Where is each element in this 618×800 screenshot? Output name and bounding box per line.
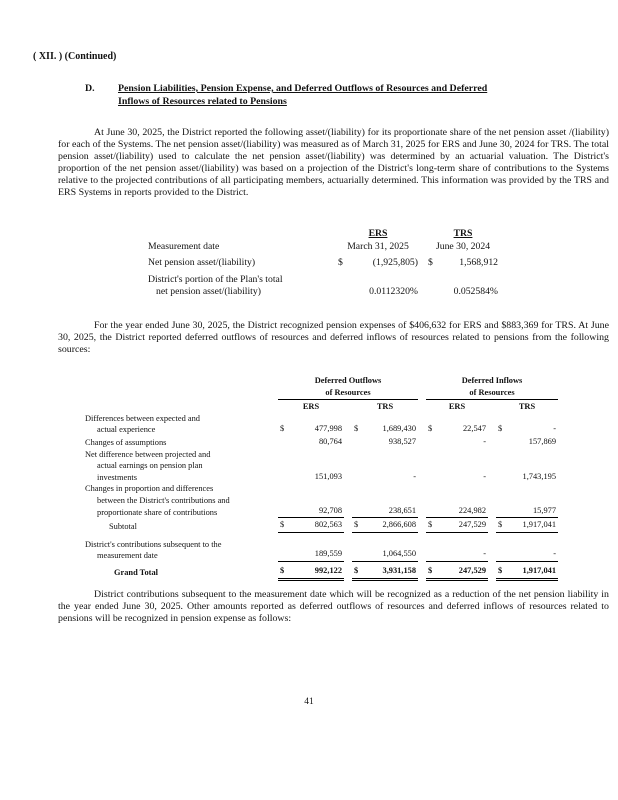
inflow-ers-cell: - <box>483 471 486 481</box>
row-label: Subtotal <box>109 522 137 532</box>
outflow-trs-header: TRS <box>376 402 394 412</box>
inflow-ers-cell: - <box>426 548 488 562</box>
table-row-net-difference-earnings <box>85 449 558 484</box>
row-label: Net pension asset/(liability) <box>148 257 256 268</box>
row-label: Net difference between projected and actual earnings on pension plan investments <box>85 449 211 482</box>
dollar-sign: $ <box>338 257 343 268</box>
inflow-trs-cell: - <box>496 548 558 562</box>
deferred-outflows-label: Deferred Outflows <box>314 376 382 385</box>
deferred-inflows-label: Deferred Inflows <box>461 376 523 385</box>
table-row-changes-proportion <box>85 483 558 518</box>
section-title-line2: Inflows of Resources related to Pensions <box>118 95 287 107</box>
table-row-district-portion <box>148 274 498 299</box>
deferred-table-group-header <box>85 375 558 400</box>
inflow-trs-cell: 157,869 <box>528 436 556 446</box>
of-resources-label: of Resources <box>469 387 515 397</box>
trs-portion-percent: 0.052584% <box>453 286 498 297</box>
row-label: Changes of assumptions <box>85 437 167 447</box>
outflow-trs-cell: $ 1,689,430 <box>354 424 416 434</box>
table-row-differences-experience <box>85 413 558 436</box>
measurement-table <box>148 228 498 299</box>
deferred-table <box>85 375 558 579</box>
row-label: District's contributions subsequent to the measurement date <box>85 539 222 561</box>
row-label <box>148 274 328 299</box>
ers-column-header: ERS <box>368 228 388 239</box>
row-label: Changes in proportion and differences between the District's contributions and proportionate share of contributions <box>85 484 230 517</box>
row-label-line2: net pension asset/(liability) <box>156 286 261 297</box>
outflow-ers-cell: 80,764 <box>318 436 342 446</box>
dollar-sign: $ <box>428 257 433 268</box>
inflow-trs-cell: $ - <box>498 424 556 434</box>
trs-measurement-date: June 30, 2024 <box>435 240 491 252</box>
continued-header: ( XII. ) (Continued) <box>33 51 117 62</box>
outflow-ers-cell: $ 477,998 <box>280 424 342 434</box>
outflow-trs-cell: - <box>413 471 416 481</box>
ers-measurement-date: March 31, 2025 <box>347 240 409 252</box>
outflow-trs-cell: 1,064,550 <box>352 548 418 562</box>
outflow-ers-cell: 92,708 <box>278 505 344 519</box>
row-label: Grand Total <box>114 567 158 577</box>
trs-net-pension-cell <box>428 257 498 270</box>
outflow-trs-cell: 238,651 <box>352 505 418 519</box>
deferred-inflows-group-header <box>426 375 558 400</box>
table-row-subtotal <box>85 519 558 533</box>
table-row-changes-assumptions <box>85 436 558 449</box>
page-number: 41 <box>304 697 314 707</box>
outflow-ers-cell: $ 992,122 <box>278 565 344 579</box>
trs-column-header: TRS <box>453 228 473 239</box>
section-title <box>118 83 588 108</box>
deferred-outflows-group-header <box>278 375 418 400</box>
inflow-ers-cell: $ 247,529 <box>426 565 488 579</box>
section-title-line1: Pension Liabilities, Pension Expense, and Deferred Outflows of Resources and Deferred <box>118 83 488 94</box>
section-heading <box>85 83 588 108</box>
outflow-trs-cell: 938,527 <box>388 436 416 446</box>
inflow-ers-header: ERS <box>448 402 466 412</box>
outflow-trs-cell: $ 3,931,158 <box>352 565 418 579</box>
row-label: Measurement date <box>148 240 220 252</box>
inflow-ers-cell: - <box>483 436 486 446</box>
measurement-table-header-row <box>148 228 498 241</box>
inflow-trs-cell: 15,977 <box>496 505 558 519</box>
outflow-ers-header: ERS <box>302 402 320 412</box>
table-row-grand-total <box>85 565 558 579</box>
inflow-trs-cell: 1,743,195 <box>522 471 556 481</box>
table-row-contributions-subsequent <box>85 539 558 562</box>
paragraph-proportionate-share: At June 30, 2025, the District reported the following asset/(liability) for its proportionate share of the net pension asset /(liability) for each of the Systems. The net pension asset/(liability) was measured as of March 31, 2025 for ERS and June 30, 2024 for TRS. The total pension asset/(liability) used to calculate the net pension asset/(liability) was determined by an actuarial valuation. The District's proportion of the net pension asset/(liability) was based on a projection of the District's long-term share of contributions to the Systems relative to the projected contributions of all participating members, actuarially determined. This information was provided by the TRS and ERS Systems in reports provided to the District. <box>58 127 609 198</box>
paragraph-recognized-expense: District contributions subsequent to the measurement date which will be recognized as a reduction of the net pension liability in the year ended June 30, 2025. Other amounts reported as deferred outflows of resources and deferred inflows of resources related to pensions will be recognized in pension expense as follows: <box>58 589 609 624</box>
outflow-ers-cell: 151,093 <box>314 471 342 481</box>
table-row-measurement-date <box>148 241 498 254</box>
ers-net-pension-value: (1,925,805) <box>372 257 418 268</box>
inflow-trs-header: TRS <box>518 402 536 412</box>
trs-net-pension-value: 1,568,912 <box>459 257 498 268</box>
inflow-trs-cell: $ 1,917,041 <box>496 565 558 579</box>
row-label: Differences between expected and actual experience <box>85 413 200 435</box>
outflow-ers-cell: $ 802,563 <box>278 519 344 533</box>
ers-net-pension-cell <box>338 257 418 270</box>
deferred-table-column-headers <box>85 400 558 413</box>
inflow-trs-cell: $ 1,917,041 <box>496 519 558 533</box>
of-resources-label: of Resources <box>325 387 371 397</box>
inflow-ers-cell: $ 247,529 <box>426 519 488 533</box>
paragraph-pension-expense: For the year ended June 30, 2025, the District recognized pension expenses of $406,632 for ERS and $883,369 for TRS. At June 30, 2025, the District reported deferred outflows of resources and deferred inflows of resources related to pensions from the following sources: <box>58 320 609 355</box>
table-row-net-pension <box>148 257 498 270</box>
inflow-ers-cell: 224,982 <box>426 505 488 519</box>
outflow-trs-cell: $ 2,866,608 <box>352 519 418 533</box>
inflow-ers-cell: $ 22,547 <box>428 424 486 434</box>
outflow-ers-cell: 189,559 <box>278 548 344 562</box>
ers-portion-percent: 0.0112320% <box>369 286 418 297</box>
row-label-line1: District's portion of the Plan's total <box>148 273 283 285</box>
section-letter: D. <box>85 83 95 94</box>
